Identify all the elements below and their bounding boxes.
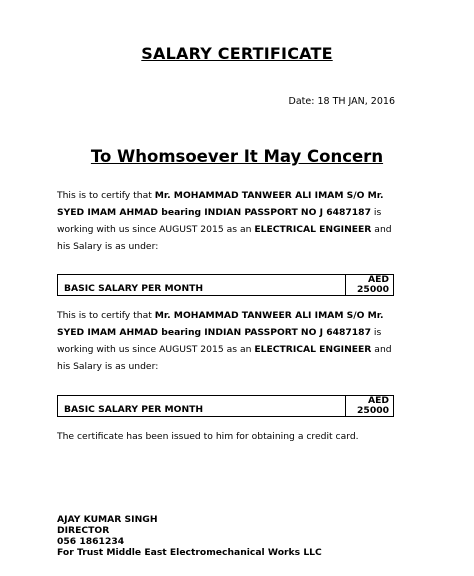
- para1-job-title: ELECTRICAL ENGINEER: [254, 224, 372, 235]
- signature-block: [57, 514, 322, 558]
- signatory-phone: 056 1861234: [57, 536, 125, 547]
- para1-text-3: and his Salary is as under:: [57, 224, 392, 252]
- para2-job-title: ELECTRICAL ENGINEER: [254, 344, 372, 355]
- salary-table-2: [57, 395, 394, 417]
- salary-amount-1: 25000: [357, 284, 389, 295]
- para1-employee-details: Mr. MOHAMMAD TANWEER ALI IMAM S/O Mr. SYED IMAM AHMAD bearing INDIAN PASSPORT NO J 6487187: [57, 190, 384, 218]
- document-title: SALARY CERTIFICATE: [141, 44, 333, 63]
- para2-text-3: and his Salary is as under:: [57, 344, 392, 372]
- para2-text-1: This is to certify that: [57, 310, 155, 321]
- para1-text-1: This is to certify that: [57, 190, 155, 201]
- salary-currency-2: AED: [367, 395, 389, 406]
- salary-currency-1: AED: [367, 274, 389, 285]
- salary-amount-cell-1: [345, 275, 393, 295]
- para2-employee-details: Mr. MOHAMMAD TANWEER ALI IMAM S/O Mr. SYED IMAM AHMAD bearing INDIAN PASSPORT NO J 6487187: [57, 310, 384, 338]
- salary-amount-2: 25000: [357, 405, 389, 416]
- closing-statement: The certificate has been issued to him for obtaining a credit card.: [57, 431, 359, 442]
- para1-text-2: is working with us since AUGUST 2015 as an: [57, 207, 382, 235]
- date-line: Date: 18 TH JAN, 2016: [288, 96, 395, 107]
- para2-text-2: is working with us since AUGUST 2015 as an: [57, 327, 382, 355]
- certification-paragraph-2: [57, 307, 407, 375]
- salary-table-1: [57, 274, 394, 296]
- certification-paragraph-1: [57, 187, 407, 255]
- salary-label-2: BASIC SALARY PER MONTH: [64, 404, 204, 415]
- signatory-name: AJAY KUMAR SINGH: [57, 514, 158, 525]
- company-name: For Trust Middle East Electromechanical Works LLC: [57, 547, 322, 558]
- signatory-position: DIRECTOR: [57, 525, 110, 536]
- salary-amount-cell-2: [345, 396, 393, 416]
- salary-label-1: BASIC SALARY PER MONTH: [64, 283, 204, 294]
- salutation-heading: To Whomsoever It May Concern: [90, 147, 384, 166]
